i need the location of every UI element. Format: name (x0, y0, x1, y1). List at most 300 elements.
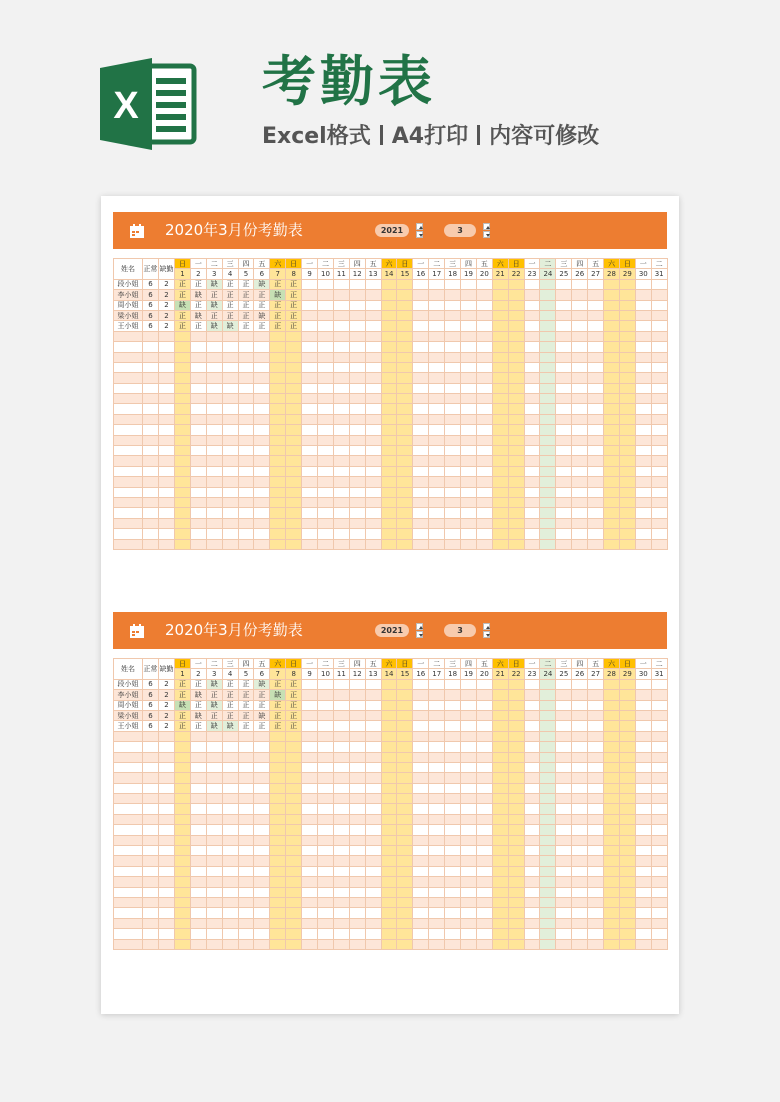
attendance-cell[interactable] (222, 856, 238, 866)
empty-cell[interactable] (143, 783, 159, 793)
attendance-cell[interactable] (651, 866, 667, 876)
attendance-cell[interactable] (302, 783, 318, 793)
attendance-cell[interactable] (445, 877, 461, 887)
attendance-cell[interactable] (492, 456, 508, 466)
attendance-cell[interactable] (254, 435, 270, 445)
attendance-cell[interactable] (206, 877, 222, 887)
attendance-cell[interactable] (254, 762, 270, 772)
attendance-cell[interactable] (270, 752, 286, 762)
attendance-cell[interactable] (635, 529, 651, 539)
attendance-cell[interactable] (365, 700, 381, 710)
attendance-cell[interactable] (222, 539, 238, 549)
attendance-cell[interactable] (651, 762, 667, 772)
attendance-cell[interactable] (429, 331, 445, 341)
attendance-cell[interactable] (540, 814, 556, 824)
attendance-cell[interactable] (651, 539, 667, 549)
attendance-cell[interactable] (397, 508, 413, 518)
attendance-cell[interactable] (604, 835, 620, 845)
attendance-cell[interactable] (365, 300, 381, 310)
attendance-cell[interactable] (476, 908, 492, 918)
attendance-cell[interactable] (556, 825, 572, 835)
attendance-cell[interactable] (206, 518, 222, 528)
attendance-cell[interactable] (492, 814, 508, 824)
attendance-cell[interactable] (492, 404, 508, 414)
attendance-cell[interactable] (397, 404, 413, 414)
attendance-cell[interactable] (540, 414, 556, 424)
attendance-mark-cell[interactable]: 正 (175, 679, 191, 689)
attendance-cell[interactable] (302, 529, 318, 539)
attendance-cell[interactable] (190, 918, 206, 928)
attendance-cell[interactable] (175, 866, 191, 876)
attendance-mark-cell[interactable]: 正 (190, 679, 206, 689)
spinner-up-icon[interactable] (483, 223, 490, 230)
attendance-cell[interactable] (572, 404, 588, 414)
attendance-cell[interactable] (222, 508, 238, 518)
attendance-cell[interactable] (286, 539, 302, 549)
attendance-cell[interactable] (270, 762, 286, 772)
empty-cell[interactable] (114, 762, 143, 772)
attendance-cell[interactable] (461, 877, 477, 887)
attendance-cell[interactable] (476, 518, 492, 528)
attendance-cell[interactable] (270, 887, 286, 897)
attendance-cell[interactable] (619, 321, 635, 331)
attendance-cell[interactable] (397, 362, 413, 372)
attendance-mark-cell[interactable]: 正 (286, 721, 302, 731)
attendance-cell[interactable] (572, 518, 588, 528)
attendance-cell[interactable] (175, 466, 191, 476)
attendance-cell[interactable] (349, 425, 365, 435)
empty-cell[interactable] (143, 814, 159, 824)
attendance-cell[interactable] (206, 539, 222, 549)
attendance-cell[interactable] (604, 752, 620, 762)
attendance-cell[interactable] (318, 331, 334, 341)
attendance-cell[interactable] (651, 300, 667, 310)
attendance-cell[interactable] (588, 887, 604, 897)
attendance-cell[interactable] (222, 446, 238, 456)
attendance-cell[interactable] (302, 742, 318, 752)
attendance-cell[interactable] (270, 814, 286, 824)
attendance-cell[interactable] (635, 908, 651, 918)
empty-cell[interactable] (143, 866, 159, 876)
attendance-cell[interactable] (349, 887, 365, 897)
attendance-cell[interactable] (413, 700, 429, 710)
attendance-cell[interactable] (604, 404, 620, 414)
attendance-cell[interactable] (190, 425, 206, 435)
attendance-cell[interactable] (508, 446, 524, 456)
attendance-cell[interactable] (318, 414, 334, 424)
attendance-cell[interactable] (492, 300, 508, 310)
attendance-cell[interactable] (604, 721, 620, 731)
attendance-cell[interactable] (318, 539, 334, 549)
empty-cell[interactable] (114, 539, 143, 549)
attendance-cell[interactable] (476, 939, 492, 949)
attendance-cell[interactable] (540, 731, 556, 741)
attendance-cell[interactable] (476, 394, 492, 404)
attendance-cell[interactable] (175, 783, 191, 793)
attendance-cell[interactable] (619, 290, 635, 300)
attendance-cell[interactable] (286, 529, 302, 539)
attendance-cell[interactable] (508, 539, 524, 549)
attendance-cell[interactable] (508, 939, 524, 949)
attendance-cell[interactable] (476, 804, 492, 814)
empty-cell[interactable] (159, 762, 175, 772)
attendance-cell[interactable] (349, 497, 365, 507)
attendance-cell[interactable] (445, 866, 461, 876)
attendance-cell[interactable] (445, 435, 461, 445)
empty-cell[interactable] (143, 856, 159, 866)
attendance-cell[interactable] (349, 394, 365, 404)
attendance-cell[interactable] (461, 897, 477, 907)
attendance-cell[interactable] (333, 362, 349, 372)
attendance-cell[interactable] (333, 310, 349, 320)
attendance-cell[interactable] (397, 373, 413, 383)
attendance-cell[interactable] (206, 804, 222, 814)
attendance-cell[interactable] (588, 825, 604, 835)
empty-cell[interactable] (143, 487, 159, 497)
attendance-cell[interactable] (604, 877, 620, 887)
attendance-cell[interactable] (333, 804, 349, 814)
attendance-cell[interactable] (604, 310, 620, 320)
attendance-mark-cell[interactable]: 正 (238, 290, 254, 300)
attendance-cell[interactable] (476, 539, 492, 549)
attendance-cell[interactable] (175, 383, 191, 393)
attendance-cell[interactable] (588, 897, 604, 907)
empty-cell[interactable] (159, 897, 175, 907)
attendance-cell[interactable] (349, 908, 365, 918)
attendance-cell[interactable] (524, 794, 540, 804)
attendance-cell[interactable] (540, 487, 556, 497)
empty-cell[interactable] (159, 383, 175, 393)
attendance-cell[interactable] (619, 752, 635, 762)
attendance-cell[interactable] (365, 918, 381, 928)
attendance-cell[interactable] (254, 529, 270, 539)
attendance-cell[interactable] (381, 700, 397, 710)
empty-cell[interactable] (143, 342, 159, 352)
attendance-cell[interactable] (286, 394, 302, 404)
attendance-cell[interactable] (651, 477, 667, 487)
attendance-cell[interactable] (381, 794, 397, 804)
attendance-cell[interactable] (254, 929, 270, 939)
attendance-cell[interactable] (190, 456, 206, 466)
attendance-cell[interactable] (619, 529, 635, 539)
attendance-cell[interactable] (635, 477, 651, 487)
attendance-cell[interactable] (508, 497, 524, 507)
attendance-cell[interactable] (190, 804, 206, 814)
attendance-cell[interactable] (461, 731, 477, 741)
attendance-cell[interactable] (238, 362, 254, 372)
attendance-cell[interactable] (381, 846, 397, 856)
attendance-cell[interactable] (492, 804, 508, 814)
empty-cell[interactable] (143, 825, 159, 835)
attendance-cell[interactable] (619, 710, 635, 720)
attendance-cell[interactable] (365, 373, 381, 383)
attendance-cell[interactable] (524, 804, 540, 814)
attendance-cell[interactable] (524, 466, 540, 476)
attendance-cell[interactable] (604, 887, 620, 897)
employee-normal-cell[interactable]: 6 (143, 690, 159, 700)
attendance-cell[interactable] (397, 446, 413, 456)
attendance-cell[interactable] (254, 877, 270, 887)
attendance-cell[interactable] (302, 290, 318, 300)
attendance-cell[interactable] (318, 300, 334, 310)
attendance-cell[interactable] (651, 456, 667, 466)
attendance-cell[interactable] (175, 435, 191, 445)
attendance-cell[interactable] (492, 373, 508, 383)
attendance-cell[interactable] (461, 825, 477, 835)
attendance-cell[interactable] (318, 352, 334, 362)
attendance-cell[interactable] (476, 742, 492, 752)
attendance-cell[interactable] (381, 679, 397, 689)
attendance-cell[interactable] (572, 529, 588, 539)
attendance-cell[interactable] (604, 804, 620, 814)
attendance-cell[interactable] (302, 814, 318, 824)
attendance-cell[interactable] (365, 497, 381, 507)
attendance-cell[interactable] (619, 804, 635, 814)
attendance-cell[interactable] (413, 773, 429, 783)
attendance-cell[interactable] (206, 856, 222, 866)
employee-normal-cell[interactable]: 6 (143, 721, 159, 731)
attendance-cell[interactable] (381, 856, 397, 866)
attendance-cell[interactable] (190, 383, 206, 393)
attendance-cell[interactable] (445, 783, 461, 793)
empty-cell[interactable] (159, 331, 175, 341)
attendance-cell[interactable] (175, 794, 191, 804)
attendance-cell[interactable] (397, 773, 413, 783)
attendance-cell[interactable] (619, 700, 635, 710)
attendance-cell[interactable] (524, 539, 540, 549)
attendance-cell[interactable] (556, 773, 572, 783)
attendance-cell[interactable] (302, 435, 318, 445)
attendance-cell[interactable] (508, 918, 524, 928)
attendance-mark-cell[interactable]: 缺 (175, 700, 191, 710)
attendance-cell[interactable] (206, 477, 222, 487)
attendance-cell[interactable] (381, 742, 397, 752)
attendance-cell[interactable] (175, 414, 191, 424)
attendance-cell[interactable] (302, 446, 318, 456)
attendance-cell[interactable] (540, 783, 556, 793)
attendance-cell[interactable] (619, 690, 635, 700)
attendance-cell[interactable] (635, 721, 651, 731)
attendance-cell[interactable] (556, 310, 572, 320)
attendance-cell[interactable] (333, 918, 349, 928)
attendance-cell[interactable] (540, 939, 556, 949)
attendance-cell[interactable] (381, 929, 397, 939)
attendance-cell[interactable] (524, 731, 540, 741)
attendance-cell[interactable] (604, 435, 620, 445)
attendance-cell[interactable] (635, 435, 651, 445)
attendance-cell[interactable] (556, 321, 572, 331)
attendance-cell[interactable] (556, 929, 572, 939)
attendance-cell[interactable] (413, 794, 429, 804)
attendance-cell[interactable] (461, 466, 477, 476)
attendance-cell[interactable] (635, 466, 651, 476)
month-field[interactable]: 3 (444, 624, 476, 637)
empty-cell[interactable] (143, 456, 159, 466)
empty-cell[interactable] (159, 466, 175, 476)
attendance-cell[interactable] (286, 794, 302, 804)
attendance-cell[interactable] (318, 394, 334, 404)
attendance-cell[interactable] (540, 300, 556, 310)
attendance-cell[interactable] (604, 300, 620, 310)
attendance-cell[interactable] (429, 539, 445, 549)
attendance-cell[interactable] (572, 752, 588, 762)
empty-cell[interactable] (143, 383, 159, 393)
attendance-cell[interactable] (349, 466, 365, 476)
attendance-cell[interactable] (492, 342, 508, 352)
attendance-cell[interactable] (635, 825, 651, 835)
attendance-cell[interactable] (540, 762, 556, 772)
attendance-cell[interactable] (572, 477, 588, 487)
attendance-mark-cell[interactable]: 缺 (190, 290, 206, 300)
empty-cell[interactable] (143, 929, 159, 939)
attendance-cell[interactable] (476, 456, 492, 466)
attendance-cell[interactable] (429, 362, 445, 372)
attendance-cell[interactable] (222, 929, 238, 939)
attendance-cell[interactable] (429, 321, 445, 331)
attendance-cell[interactable] (508, 487, 524, 497)
attendance-cell[interactable] (556, 279, 572, 289)
attendance-cell[interactable] (302, 373, 318, 383)
attendance-cell[interactable] (302, 700, 318, 710)
attendance-cell[interactable] (381, 456, 397, 466)
attendance-cell[interactable] (524, 331, 540, 341)
attendance-cell[interactable] (445, 404, 461, 414)
attendance-cell[interactable] (238, 352, 254, 362)
attendance-cell[interactable] (619, 679, 635, 689)
attendance-cell[interactable] (333, 342, 349, 352)
attendance-cell[interactable] (476, 825, 492, 835)
attendance-cell[interactable] (476, 300, 492, 310)
attendance-cell[interactable] (270, 362, 286, 372)
attendance-cell[interactable] (413, 814, 429, 824)
attendance-cell[interactable] (270, 856, 286, 866)
attendance-cell[interactable] (476, 373, 492, 383)
attendance-cell[interactable] (333, 762, 349, 772)
attendance-cell[interactable] (445, 321, 461, 331)
attendance-cell[interactable] (206, 897, 222, 907)
attendance-mark-cell[interactable]: 缺 (206, 679, 222, 689)
attendance-cell[interactable] (175, 331, 191, 341)
empty-cell[interactable] (143, 846, 159, 856)
spinner-down-icon[interactable] (483, 231, 490, 238)
attendance-cell[interactable] (381, 383, 397, 393)
attendance-cell[interactable] (524, 700, 540, 710)
attendance-cell[interactable] (635, 887, 651, 897)
attendance-cell[interactable] (238, 342, 254, 352)
attendance-cell[interactable] (635, 331, 651, 341)
attendance-cell[interactable] (572, 446, 588, 456)
attendance-cell[interactable] (540, 518, 556, 528)
attendance-cell[interactable] (651, 497, 667, 507)
attendance-cell[interactable] (619, 477, 635, 487)
attendance-cell[interactable] (588, 279, 604, 289)
empty-cell[interactable] (114, 497, 143, 507)
attendance-cell[interactable] (461, 742, 477, 752)
attendance-cell[interactable] (556, 939, 572, 949)
attendance-cell[interactable] (286, 877, 302, 887)
attendance-cell[interactable] (413, 887, 429, 897)
attendance-cell[interactable] (461, 752, 477, 762)
attendance-cell[interactable] (429, 518, 445, 528)
attendance-cell[interactable] (413, 846, 429, 856)
attendance-cell[interactable] (222, 362, 238, 372)
attendance-cell[interactable] (540, 477, 556, 487)
attendance-cell[interactable] (381, 539, 397, 549)
attendance-cell[interactable] (413, 331, 429, 341)
empty-cell[interactable] (114, 929, 143, 939)
attendance-cell[interactable] (572, 794, 588, 804)
attendance-cell[interactable] (588, 300, 604, 310)
attendance-cell[interactable] (270, 539, 286, 549)
attendance-cell[interactable] (604, 929, 620, 939)
attendance-cell[interactable] (604, 794, 620, 804)
attendance-cell[interactable] (397, 929, 413, 939)
attendance-cell[interactable] (492, 721, 508, 731)
attendance-cell[interactable] (461, 394, 477, 404)
attendance-cell[interactable] (619, 877, 635, 887)
attendance-cell[interactable] (619, 279, 635, 289)
attendance-cell[interactable] (175, 508, 191, 518)
attendance-cell[interactable] (445, 539, 461, 549)
attendance-cell[interactable] (604, 783, 620, 793)
month-spinner[interactable] (483, 223, 490, 238)
attendance-cell[interactable] (588, 352, 604, 362)
attendance-cell[interactable] (318, 508, 334, 518)
attendance-cell[interactable] (302, 773, 318, 783)
attendance-cell[interactable] (397, 710, 413, 720)
attendance-cell[interactable] (540, 539, 556, 549)
attendance-cell[interactable] (429, 721, 445, 731)
attendance-cell[interactable] (604, 373, 620, 383)
empty-cell[interactable] (114, 939, 143, 949)
attendance-cell[interactable] (254, 342, 270, 352)
attendance-cell[interactable] (302, 825, 318, 835)
attendance-cell[interactable] (206, 814, 222, 824)
empty-cell[interactable] (114, 814, 143, 824)
attendance-cell[interactable] (651, 877, 667, 887)
attendance-cell[interactable] (270, 487, 286, 497)
attendance-cell[interactable] (540, 352, 556, 362)
attendance-cell[interactable] (397, 794, 413, 804)
attendance-cell[interactable] (445, 487, 461, 497)
attendance-cell[interactable] (206, 939, 222, 949)
attendance-cell[interactable] (222, 425, 238, 435)
attendance-cell[interactable] (492, 290, 508, 300)
empty-cell[interactable] (143, 362, 159, 372)
attendance-cell[interactable] (588, 783, 604, 793)
attendance-cell[interactable] (190, 814, 206, 824)
attendance-cell[interactable] (270, 929, 286, 939)
attendance-cell[interactable] (588, 529, 604, 539)
attendance-cell[interactable] (318, 929, 334, 939)
attendance-cell[interactable] (397, 487, 413, 497)
attendance-cell[interactable] (524, 518, 540, 528)
empty-cell[interactable] (159, 342, 175, 352)
attendance-cell[interactable] (445, 700, 461, 710)
attendance-cell[interactable] (397, 814, 413, 824)
attendance-mark-cell[interactable]: 缺 (175, 300, 191, 310)
attendance-cell[interactable] (572, 435, 588, 445)
attendance-cell[interactable] (381, 752, 397, 762)
attendance-cell[interactable] (349, 846, 365, 856)
attendance-cell[interactable] (254, 362, 270, 372)
attendance-cell[interactable] (190, 477, 206, 487)
attendance-cell[interactable] (651, 373, 667, 383)
attendance-cell[interactable] (349, 877, 365, 887)
attendance-cell[interactable] (556, 783, 572, 793)
attendance-cell[interactable] (302, 918, 318, 928)
attendance-cell[interactable] (302, 331, 318, 341)
